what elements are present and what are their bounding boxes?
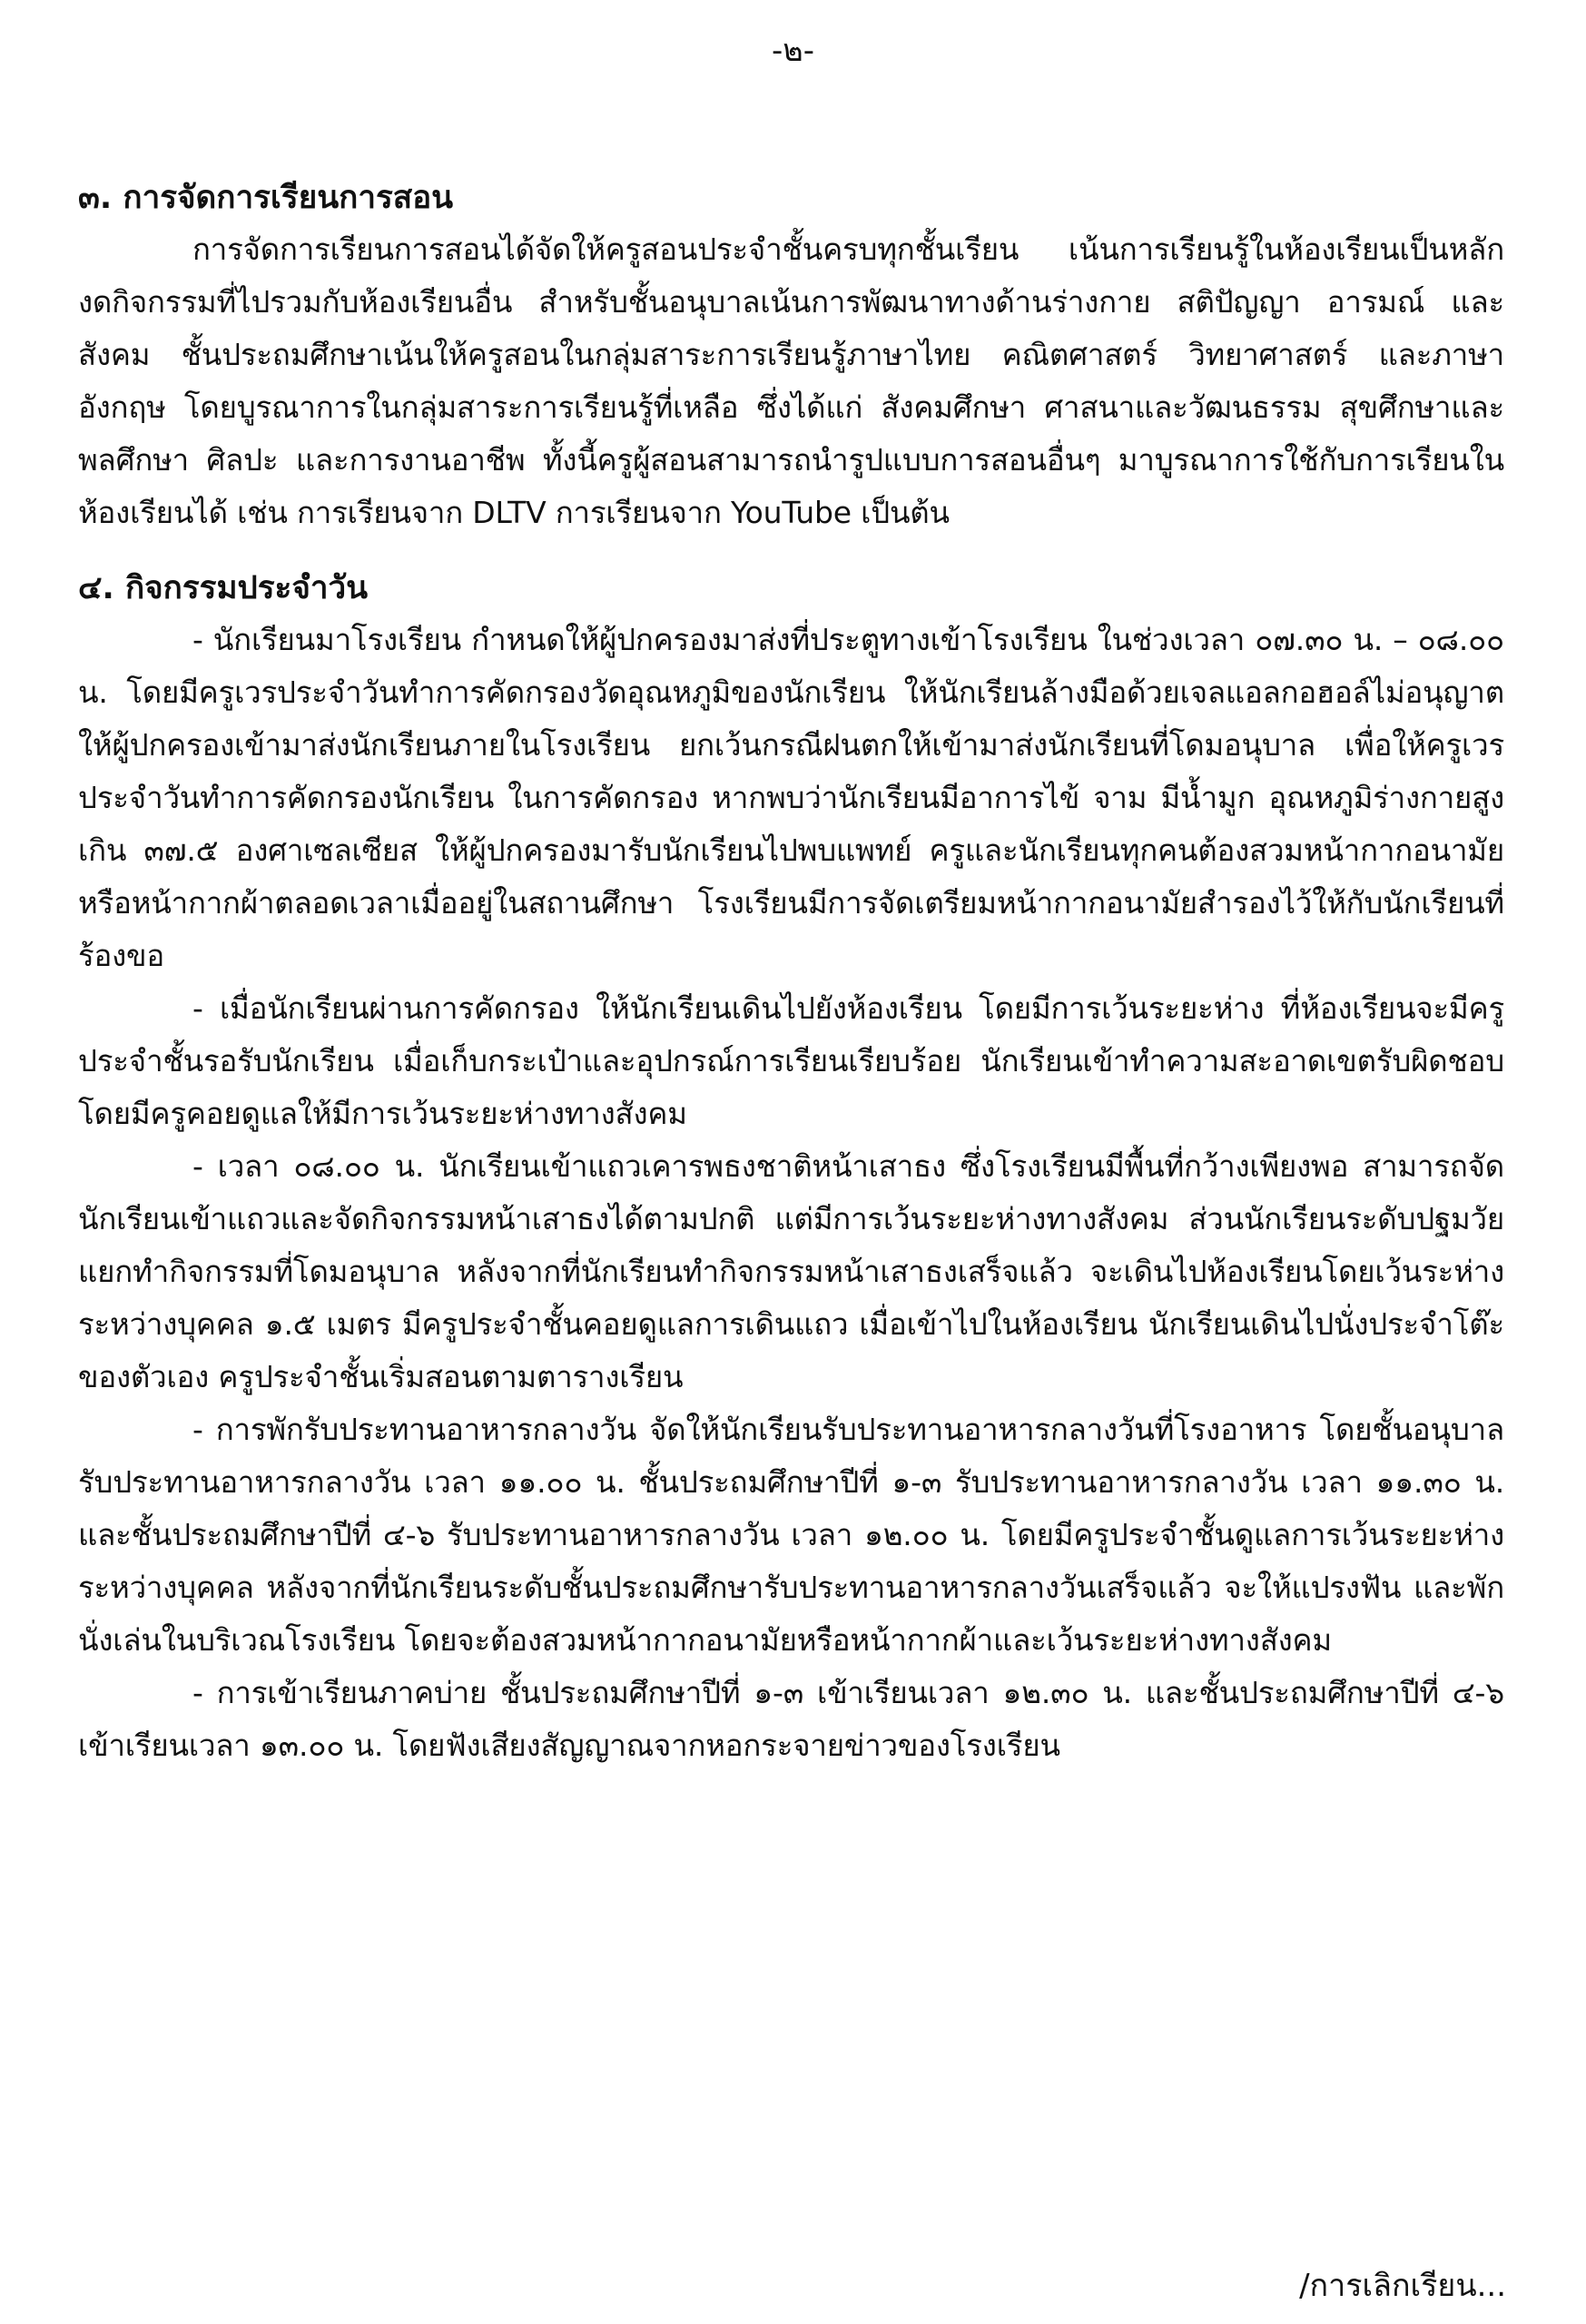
section-daily-activities (78, 563, 1504, 1772)
paragraph-screening: - เมื่อนักเรียนผ่านการคัดกรอง ให้นักเรียนเดินไปยังห้องเรียน โดยมีการเว้นระยะห่าง ที่ห้องเรียนจะมีครูประจำชั้นรอรับนักเรียน เมื่อเก็บกระเป๋าและอุปกรณ์การเรียนเรียบร้อย นักเรียนเข้าทำความสะอาดเขตรับผิดชอบโดยมีครูคอยดูแลให้มีการเว้นระยะห่างทางสังคม (78, 990, 1504, 1131)
continuation-note: /การเลิกเรียน... (1299, 2268, 1506, 2304)
document-body (78, 172, 1504, 1772)
page-number: -๒- (772, 33, 814, 69)
section-heading: ๔. กิจกรรมประจำวัน (78, 570, 369, 606)
section-teaching-management (78, 172, 1504, 539)
paragraph-lunch: - การพักรับประทานอาหารกลางวัน จัดให้นักเรียนรับประทานอาหารกลางวันที่โรงอาหาร โดยชั้นอนุบาลรับประทานอาหารกลางวัน เวลา ๑๑.๐๐ น. ชั้นประถมศึกษาปีที่ ๑-๓ รับประทานอาหารกลางวัน เวลา ๑๑.๓๐ น. และชั้นประถมศึกษาปีที่ ๔-๖ รับประทานอาหารกลางวัน เวลา ๑๒.๐๐ น. โดยมีครูประจำชั้นดูแลการเว้นระยะห่างระหว่างบุคคล หลังจากที่นักเรียนระดับชั้นประถมศึกษารับประทานอาหารกลางวันเสร็จแล้ว จะให้แปรงฟัน และพักนั่งเล่นในบริเวณโรงเรียน โดยจะต้องสวมหน้ากากอนามัยหรือหน้ากากผ้าและเว้นระยะห่างทางสังคม (78, 1412, 1504, 1658)
paragraph: การจัดการเรียนการสอนได้จัดให้ครูสอนประจำชั้นครบทุกชั้นเรียน เน้นการเรียนรู้ในห้องเรียนเป็นหลัก งดกิจกรรมที่ไปรวมกับห้องเรียนอื่น สำหรับชั้นอนุบาลเน้นการพัฒนาทางด้านร่างกาย สติปัญญา อารมณ์ และสังคม ชั้นประถมศึกษาเน้นให้ครูสอนในกลุ่มสาระการเรียนรู้ภาษาไทย คณิตศาสตร์ วิทยาศาสตร์ และภาษาอังกฤษ โดยบูรณาการในกลุ่มสาระการเรียนรู้ที่เหลือ ซึ่งได้แก่ สังคมศึกษา ศาสนาและวัฒนธรรม สุขศึกษาและพลศึกษา ศิลปะ และการงานอาชีพ ทั้งนี้ครูผู้สอนสามารถนำรูปแบบการสอนอื่นๆ มาบูรณาการใช้กับการเรียนในห้องเรียนได้ เช่น การเรียนจาก DLTV การเรียนจาก YouTube เป็นต้น (78, 231, 1504, 530)
paragraph-afternoon: - การเข้าเรียนภาคบ่าย ชั้นประถมศึกษาปีที่ ๑-๓ เข้าเรียนเวลา ๑๒.๓๐ น. และชั้นประถมศึกษาปีที่ ๔-๖ เข้าเรียนเวลา ๑๓.๐๐ น. โดยฟังเสียงสัญญาณจากหอกระจายข่าวของโรงเรียน (78, 1675, 1504, 1763)
section-heading: ๓. การจัดการเรียนการสอน (78, 180, 454, 216)
paragraph-flag-ceremony: - เวลา ๐๘.๐๐ น. นักเรียนเข้าแถวเคารพธงชาติหน้าเสาธง ซึ่งโรงเรียนมีพื้นที่กว้างเพียงพอ สามารถจัดนักเรียนเข้าแถวและจัดกิจกรรมหน้าเสาธงได้ตามปกติ แต่มีการเว้นระยะห่างทางสังคม ส่วนนักเรียนระดับปฐมวัยแยกทำกิจกรรมที่โดมอนุบาล หลังจากที่นักเรียนทำกิจกรรมหน้าเสาธงเสร็จแล้ว จะเดินไปห้องเรียนโดยเว้นระห่างระหว่างบุคคล ๑.๕ เมตร มีครูประจำชั้นคอยดูแลการเดินแถว เมื่อเข้าไปในห้องเรียน นักเรียนเดินไปนั่งประจำโต๊ะของตัวเอง ครูประจำชั้นเริ่มสอนตามตารางเรียน (78, 1148, 1504, 1394)
paragraph-arrival: - นักเรียนมาโรงเรียน กำหนดให้ผู้ปกครองมาส่งที่ประตูทางเข้าโรงเรียน ในช่วงเวลา ๐๗.๓๐ น. – ๐๘.๐๐ น. โดยมีครูเวรประจำวันทำการคัดกรองวัดอุณหภูมิของนักเรียน ให้นักเรียนล้างมือด้วยเจลแอลกอฮอล์ไม่อนุญาตให้ผู้ปกครองเข้ามาส่งนักเรียนภายในโรงเรียน ยกเว้นกรณีฝนตกให้เข้ามาส่งนักเรียนที่โดมอนุบาล เพื่อให้ครูเวรประจำวันทำการคัดกรองนักเรียน ในการคัดกรอง หากพบว่านักเรียนมีอาการไข้ จาม มีน้ำมูก อุณหภูมิร่างกายสูงเกิน ๓๗.๕ องศาเซลเซียส ให้ผู้ปกครองมารับนักเรียนไปพบแพทย์ ครูและนักเรียนทุกคนต้องสวมหน้ากากอนามัยหรือหน้ากากผ้าตลอดเวลาเมื่ออยู่ในสถานศึกษา โรงเรียนมีการจัดเตรียมหน้ากากอนามัยสำรองไว้ให้กับนักเรียนที่ร้องขอ (78, 622, 1504, 973)
section-spacer (78, 539, 1504, 563)
